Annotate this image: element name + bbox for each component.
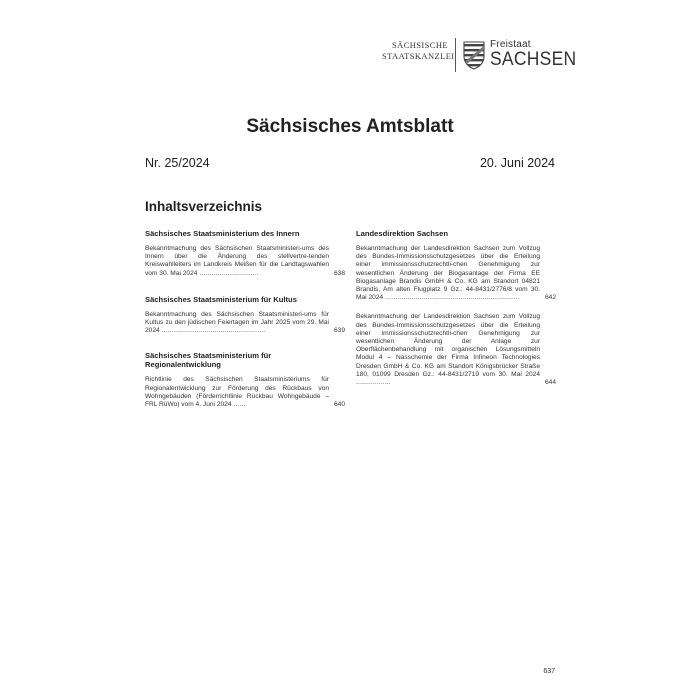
toc-entry[interactable] (145, 311, 345, 336)
toc-entry-page: 640 (333, 401, 345, 409)
logo-divider (455, 38, 456, 72)
toc-entry-text: Bekanntmachung der Landesdirektion Sachsen zum Vollzug des Bundes-Immissionsschutzgesetzes über die Erteilung einer immissionsschutzrechtli-chen Genehmigung zur wesentlichen Änderung der Biogasanlage der Firma EE Biogasanlage Brandis GmbH & Co. KG am Standort 04821 Brandis, Am alten Flugplatz 9 Gz.: 44-8431/2776/8 vom 30. Mai 2024 (356, 245, 540, 302)
ministry-name-line1: SÄCHSISCHE (392, 40, 448, 50)
toc-entry[interactable] (145, 376, 345, 409)
state-line2: SACHSEN (490, 49, 577, 70)
toc-entry[interactable] (356, 313, 556, 387)
section-heading: Sächsisches Staatsministerium für Kultus (145, 294, 297, 304)
section-heading: Landesdirektion Sachsen (356, 229, 448, 238)
toc-entry-page: 642 (544, 294, 556, 302)
toc-left-column (145, 229, 345, 409)
leader-dots: ................................................... (159, 327, 266, 335)
toc-entry-page: 639 (333, 327, 345, 335)
leader-dots: ................. (356, 379, 391, 387)
toc-entry-text: Bekanntmachung des Sächsischen Staatsministeri-ums des Innern über die Änderung des stellvertre-tenden Kreiswahlleiters im Landkreis Meißen für die Landtagswahlen vom 30. Mai 2024 (145, 245, 329, 277)
section-heading: Sächsisches Staatsministerium des Innern (145, 229, 300, 238)
toc-heading: Inhaltsverzeichnis (145, 199, 263, 214)
toc-entry[interactable] (145, 245, 345, 278)
state-logo-text (490, 39, 584, 70)
leader-dots: ...... (231, 401, 246, 409)
issue-date: 20. Juni 2024 (479, 156, 555, 170)
toc-entry-page: 644 (544, 379, 556, 387)
saxony-coat-of-arms-icon (462, 40, 486, 70)
toc-entry-text: Richtlinie des Sächsischen Staatsministeriums für Regionalentwicklung zur Förderung des Rückbaus von Wohngebäuden (Förderrichtlinie Rückbau Wohngebäude – FRL RüWo) vom 4. Juni 2024 (145, 376, 329, 409)
ministry-name-line2: STAATSKANZLEI (382, 51, 455, 61)
ministry-logo-text (382, 40, 455, 62)
document-title: Sächsisches Amtsblatt (246, 116, 454, 137)
toc-entry[interactable] (356, 245, 556, 302)
toc-entry-page: 638 (333, 269, 345, 277)
page-number: 637 (543, 668, 555, 675)
toc-right-column (356, 229, 556, 387)
issue-number: Nr. 25/2024 (145, 156, 210, 170)
toc-entry-text: Bekanntmachung des Sächsischen Staatsministeri-ums für Kultus zu den jüdischen Feiertagen im Jahr 2025 vom 29. Mai 2024 (145, 310, 329, 335)
leader-dots: .................................................................. (383, 294, 520, 302)
section-heading: Sächsisches Staatsministerium für Regionalentwicklung (145, 351, 272, 370)
state-line1: Freistaat (490, 39, 531, 50)
leader-dots: ............................. (197, 269, 259, 277)
toc-entry-text: Bekanntmachung der Landesdirektion Sachsen zum Vollzug des Bundes-Immissionsschutzgesetzes über die Erteilung einer immissionsschutzrechtli-chen Genehmigung zur wesentlichen Änderung der Anlage zur Oberflächenbehandlung mit organischen Lösungsmitteln Modul 4 – Nasschemie der Firma Infineon Technologies Dresden GmbH & Co. KG am Standort Königsbrücker Straße 180, 01099 Dresden Gz.: 44-8431/2719 vom 30. Mai 2024 (356, 313, 540, 378)
